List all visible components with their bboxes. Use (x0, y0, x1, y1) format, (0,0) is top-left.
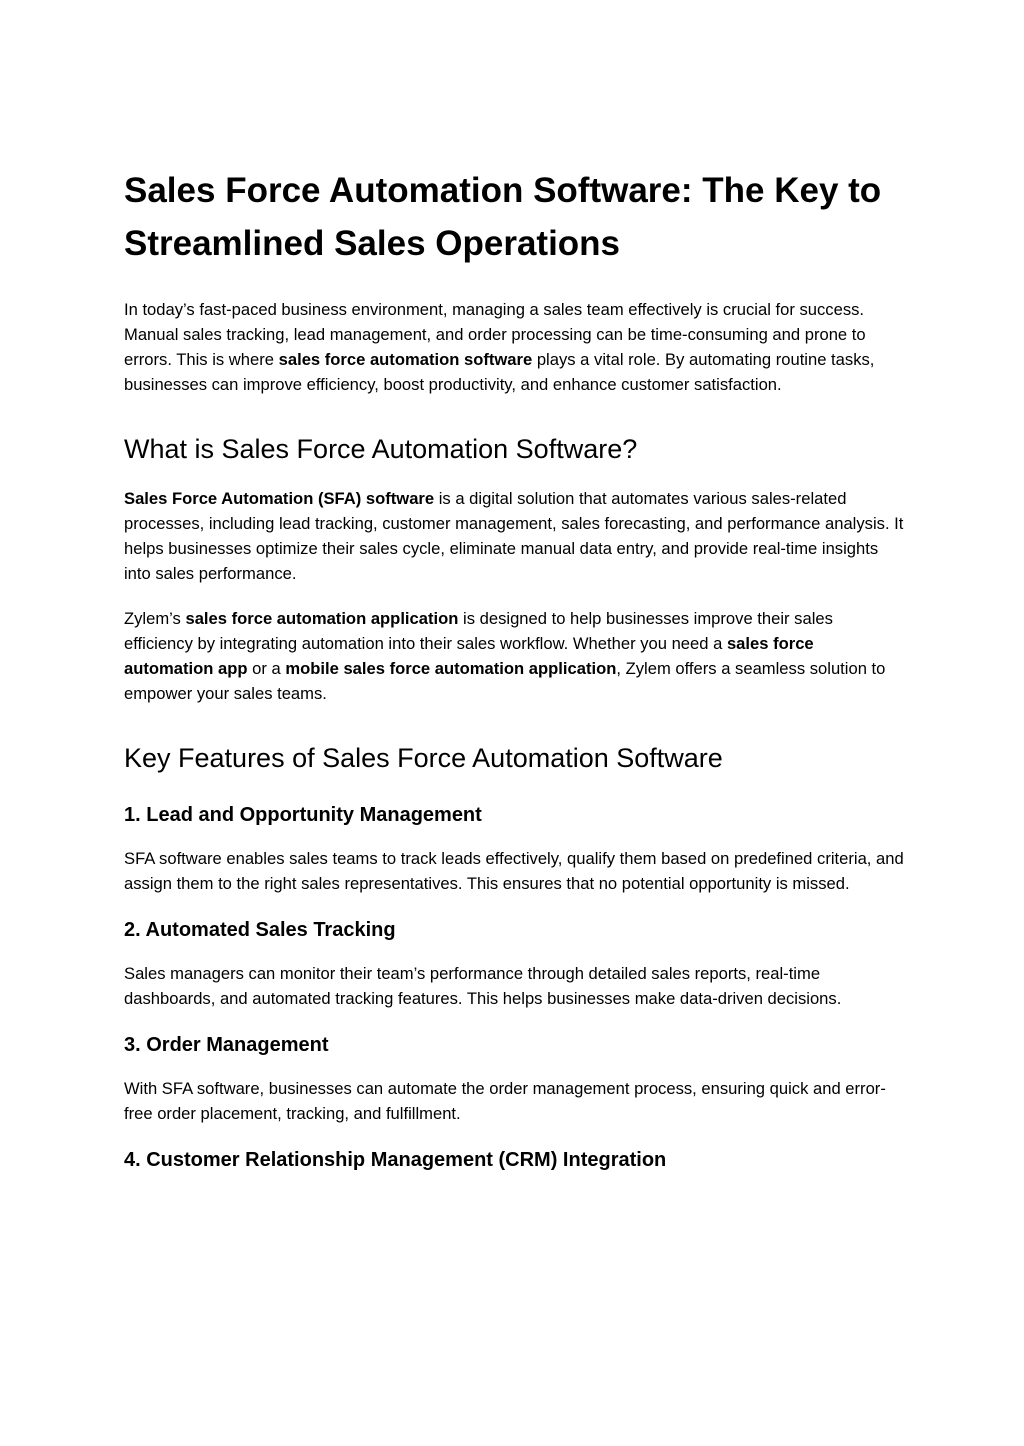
document-page (124, 164, 904, 1191)
feature-heading-sales-tracking: 2. Automated Sales Tracking (124, 919, 396, 941)
feature-heading-order-management: 3. Order Management (124, 1034, 329, 1056)
what-is-p2-bold-3: mobile sales force automation application (285, 659, 617, 678)
what-is-p2-bold-2: sales force automation app (124, 634, 814, 678)
what-is-p2-text-1: Zylem’s (124, 609, 186, 628)
intro-bold-1: sales force automation software (278, 350, 533, 369)
feature-body-lead-management: SFA software enables sales teams to track leads effectively, qualify them based on predefined criteria, and assign them to the right sales representatives. This ensures that no potential opportunity is missed. (124, 849, 904, 893)
page-title: Sales Force Automation Software: The Key to Streamlined Sales Operations (124, 171, 882, 263)
section-heading-features: Key Features of Sales Force Automation Software (124, 743, 723, 773)
section-heading-what-is: What is Sales Force Automation Software? (124, 434, 638, 464)
feature-body-sales-tracking: Sales managers can monitor their team’s performance through detailed sales reports, real-time dashboards, and automated tracking features. This helps businesses make data-driven decisions. (124, 964, 842, 1008)
what-is-p2-text-3: or a (247, 659, 286, 678)
what-is-bold-1: Sales Force Automation (SFA) software (124, 489, 435, 508)
what-is-p2-text-4: , Zylem offers a seamless solution to empower your sales teams. (124, 659, 886, 703)
what-is-p2-bold-1: sales force automation application (185, 609, 459, 628)
intro-text-1: In today’s fast-paced business environment, managing a sales team effectively is crucial for success. Manual sales tracking, lead management, and order processing can be time-consuming and prone to errors. This is where (124, 300, 866, 369)
what-is-paragraph-2 (124, 606, 904, 706)
feature-heading-lead-management: 1. Lead and Opportunity Management (124, 804, 482, 826)
what-is-paragraph-1 (124, 486, 904, 586)
what-is-text-1: is a digital solution that automates various sales-related processes, including lead tracking, customer management, sales forecasting, and performance analysis. It helps businesses optimize their sales cycle, eliminate manual data entry, and provide real-time insights into sales performance. (124, 489, 904, 583)
what-is-p2-text-2: is designed to help businesses improve their sales efficiency by integrating automation into their sales workflow. Whether you need a (124, 609, 833, 653)
intro-paragraph (124, 297, 904, 397)
intro-text-2: plays a vital role. By automating routine tasks, businesses can improve efficiency, boost productivity, and enhance customer satisfaction. (124, 350, 875, 394)
feature-body-order-management: With SFA software, businesses can automate the order management process, ensuring quick and error-free order placement, tracking, and fulfillment. (124, 1079, 886, 1123)
feature-heading-crm-integration: 4. Customer Relationship Management (CRM) Integration (124, 1149, 667, 1171)
